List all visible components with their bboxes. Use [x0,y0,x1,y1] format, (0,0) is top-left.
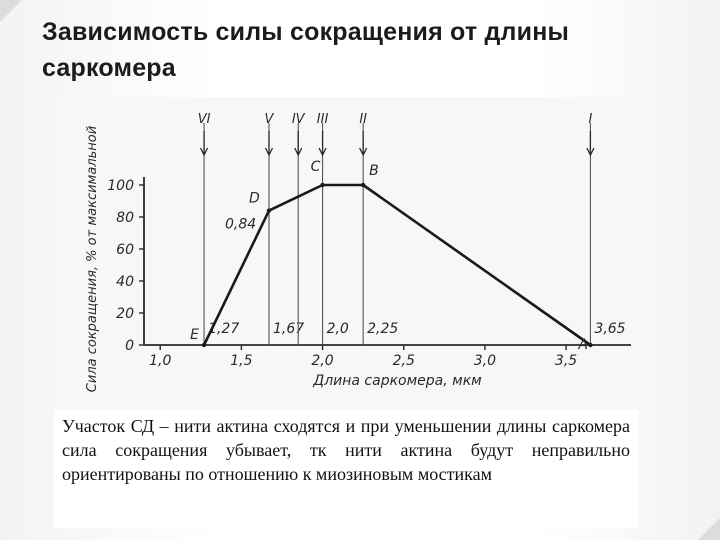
y-tick-label: 0 [125,338,134,354]
data-point-label: E [190,327,199,343]
marker-value-label: 2,0 [326,321,349,337]
x-tick-label: 2,0 [311,353,334,369]
marker-value-label: 1,27 [208,321,240,337]
data-point [361,183,365,187]
marker-roman-numeral: IV [291,112,305,127]
y-axis-title: Сила сокращения, % от максимальной [85,125,100,393]
y-tick-label: 20 [116,306,134,322]
marker-roman-numeral: V [264,112,274,127]
marker-arrow [319,131,326,155]
chart-figure [56,97,636,410]
data-point [267,208,271,212]
marker-roman-numeral: II [359,112,367,127]
data-value-label: 0,84 [224,216,257,233]
sarcomere-force-chart [56,97,636,410]
y-tick-label: 80 [116,210,134,226]
x-tick-label: 3,5 [554,353,578,369]
corner-decoration-top-left [0,0,22,22]
marker-arrow [295,131,302,155]
marker-roman-numeral: I [588,112,593,127]
x-tick-label: 1,5 [230,353,253,369]
data-point-label: D [248,190,260,207]
marker-value-label: 3,65 [594,321,626,337]
data-point [588,343,592,347]
slide-title: Зависимость силы сокращения от длины саркомера [42,18,570,82]
marker-roman-numeral: III [316,112,329,127]
x-tick-label: 2,5 [392,353,415,369]
data-point-label: A [578,337,588,353]
slide-caption: Участок СД – нити актина сходятся и при уменьшении длины саркомера сила сокращения убывает, тк нити актина будут неправильно ориентированы по отношению к миозиновым мостикам [54,410,638,528]
x-tick-label: 1,0 [149,353,172,369]
marker-roman-numeral: VI [197,112,211,127]
x-axis-title: Длина саркомера, мкм [313,373,482,389]
marker-arrow [587,131,594,155]
x-tick-label: 3,0 [473,353,497,369]
marker-arrow [360,131,367,155]
data-point [320,183,324,187]
corner-decoration-bottom-right [698,518,720,540]
y-tick-label: 100 [107,178,134,194]
data-point-label: C [310,159,321,175]
marker-value-label: 2,25 [367,321,399,337]
y-tick-label: 40 [116,274,134,290]
marker-value-label: 1,67 [272,321,305,337]
marker-arrow [265,131,272,155]
marker-arrow [201,131,208,155]
y-tick-label: 60 [116,242,134,258]
data-point [202,343,206,347]
data-point-label: B [369,163,379,179]
